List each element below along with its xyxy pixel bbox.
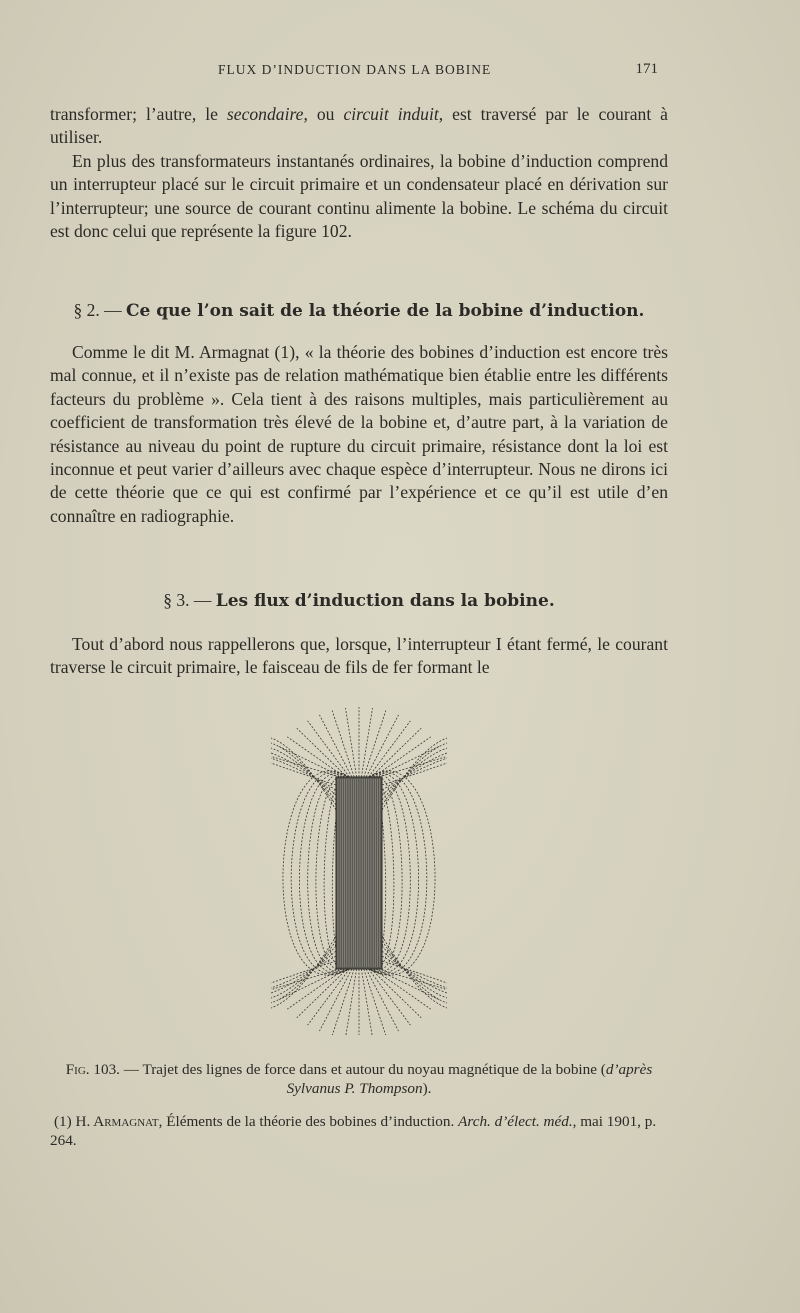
- footnote: (1) H. Armagnat, Éléments de la théorie des bobines d’induction. Arch. d’élect. méd., mai 1901, p. 264.: [50, 1113, 657, 1149]
- paragraph-3: Comme le dit M. Armagnat (1), « la théorie des bobines d’induction est encore très mal connue, et il n’existe pas de relation mathématique bien établie entre les différents facteurs du problème ». Cela tient à des raisons multiples, mais particulièrement au coefficient de transformation très élevé de la bobine et, d’autre part, à la variation de résistance au niveau du point de rupture du circuit primaire, résistance dont la loi est inconnue et peut varier d’ailleurs avec chaque espèce d’interrupteur. Nous ne dirons ici de cette théorie que ce qui est confirmé par l’expérience et ce qu’il est utile d’en connaître en radiographie.: [50, 342, 668, 526]
- paragraph-4: Tout d’abord nous rappellerons que, lorsque, l’interrupteur I étant fermé, le courant traverse le circuit primaire, le faisceau de fils de fer formant le: [50, 634, 668, 678]
- field-lines-figure: [270, 705, 450, 1035]
- figure-caption: Fig. 103. — Trajet des lignes de force dans et autour du noyau magnétique de la bobine (d’après Sylvanus P. Thompson).: [65, 1061, 653, 1097]
- header-title: FLUX D’INDUCTION DANS LA BOBINE: [218, 62, 492, 77]
- page-number: 171: [635, 61, 658, 77]
- running-header: [50, 62, 660, 84]
- section-heading-3: § 3. — Les flux d’induction dans la bobine.: [163, 590, 555, 611]
- paragraph-2: En plus des transformateurs instantanés ordinaires, la bobine d’induction comprend un interrupteur placé sur le circuit primaire et un condensateur placé en dérivation sur l’interrupteur; une source de courant continu alimente la bobine. Le schéma du circuit est donc celui que représente la figure 102.: [50, 151, 668, 242]
- section-heading-2: § 2. — Ce que l’on sait de la théorie de la bobine d’induction.: [73, 300, 645, 321]
- paragraph-1: transformer; l’autre, le secondaire, ou circuit induit, est traversé par le courant à utiliser.: [50, 104, 668, 148]
